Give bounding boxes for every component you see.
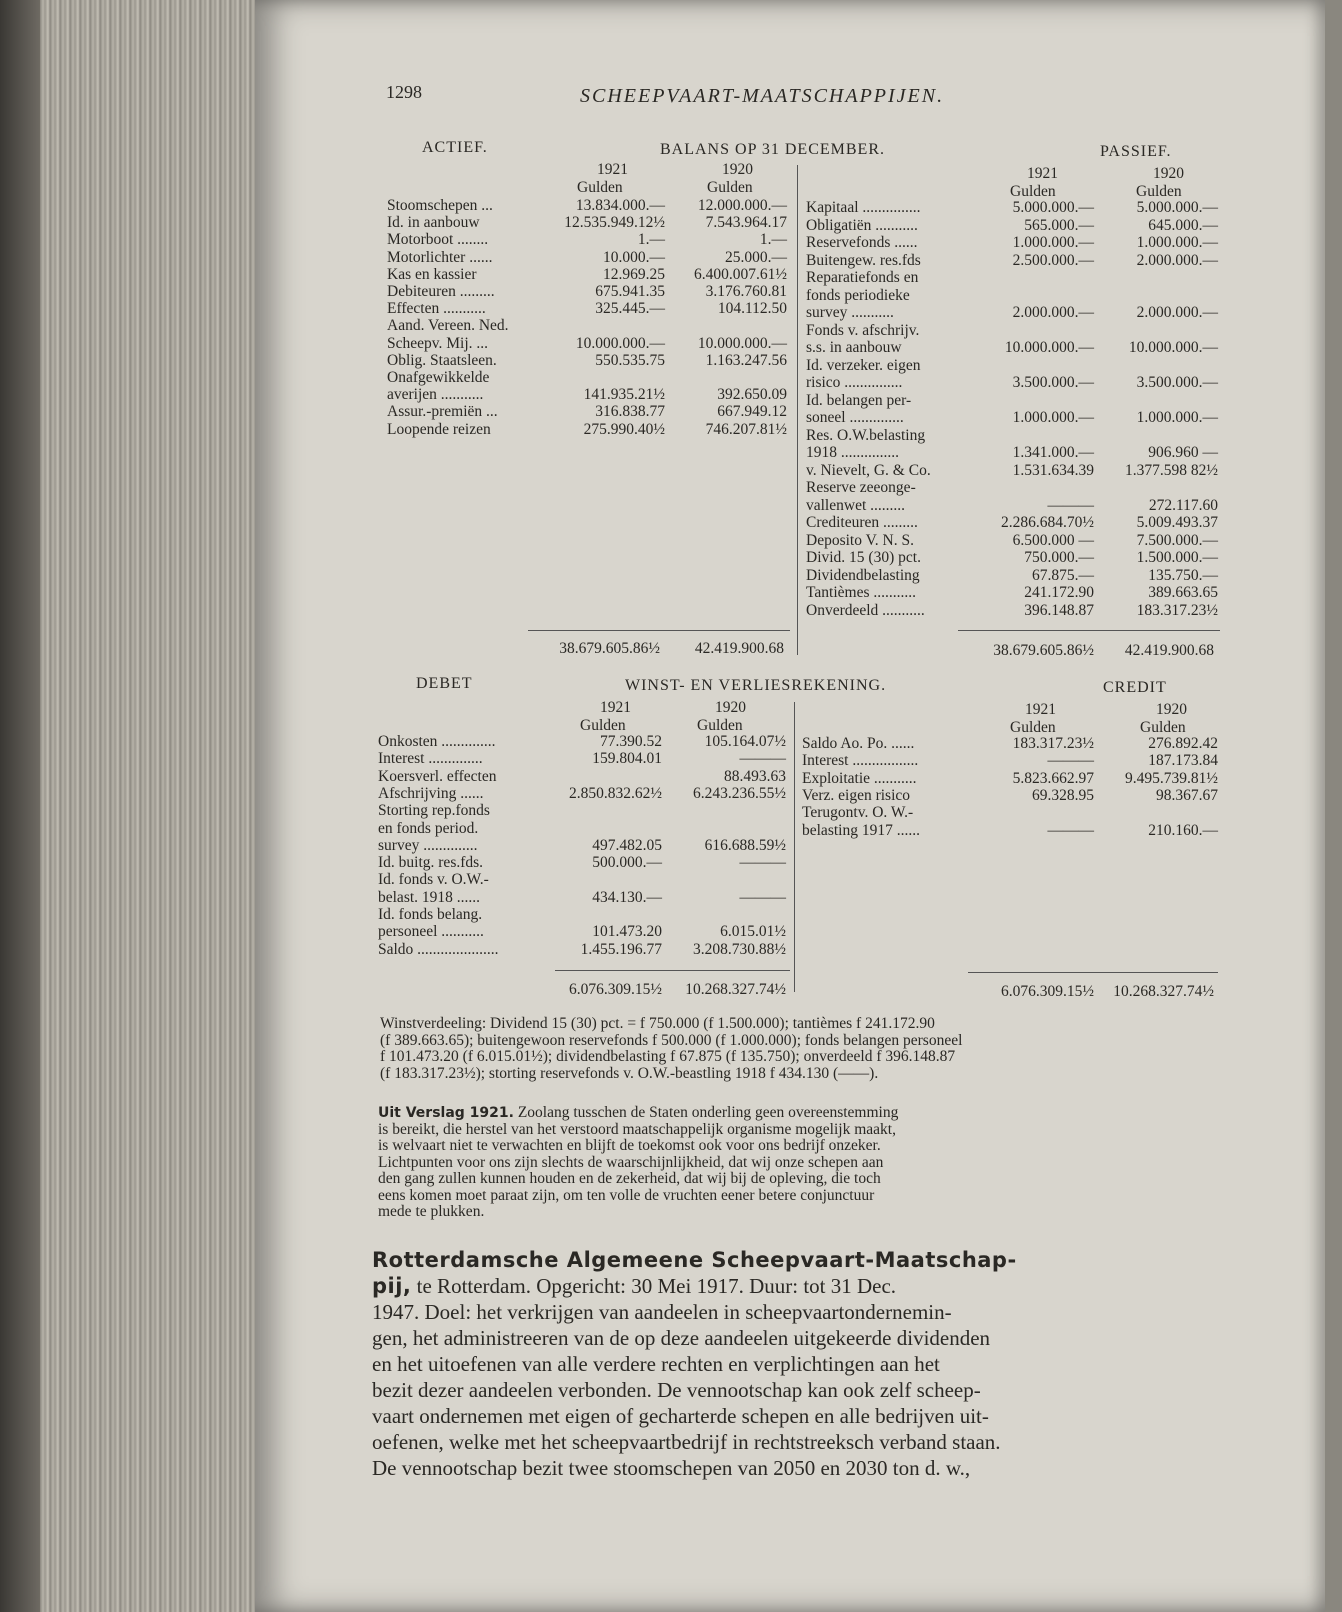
winstverdeeling-line: Winstverdeeling: Dividend 15 (30) pct. = f 750.000 (f 1.500.000); tantièmes f 241.172.90 (380, 1015, 935, 1032)
verslag-line: den gang zullen kunnen houden en de zekerheid, dat wij bij de opleving, die toch (378, 1170, 881, 1187)
balance-column-divider (797, 165, 798, 655)
liability-value-1920: 272.117.60 (1148, 496, 1218, 514)
asset-label: averijen ........... (387, 386, 484, 404)
liability-value-1921: 750.000.— (1024, 549, 1094, 566)
company-line: De vennootschap bezit twee stoomschepen van 2050 en 2030 ton d. w., (372, 1456, 971, 1480)
credit-value-1921: 183.317.23½ (1012, 735, 1094, 752)
verslag-lead: Uit Verslag 1921. (378, 1105, 514, 1121)
liability-label: fonds periodieke (806, 286, 910, 304)
company-line: 1947. Doel: het verkrijgen van aandeelen in scheepvaartondernemin- (372, 1300, 952, 1324)
asset-value-1921: 550.535.75 (595, 351, 665, 369)
asset-value-1920: 104.112.50 (717, 300, 787, 318)
asset-label: Stoomschepen ... (387, 197, 493, 214)
liability-value-1921: 1.000.000.— (1012, 234, 1094, 251)
debit-value-1920: 3.208.730.88½ (693, 940, 786, 958)
debit-label: Onkosten .............. (378, 733, 496, 750)
credit-year-1920: 1920 (1156, 701, 1187, 718)
debit-label: Koersverl. effecten (378, 767, 497, 785)
asset-label: Motorboot ........ (387, 231, 489, 249)
liability-value-1920: 7.500.000.— (1136, 531, 1218, 549)
liability-label: Kapitaal ............... (806, 199, 921, 216)
running-head: SCHEEPVAART-MAATSCHAPPIJEN. (580, 85, 945, 107)
debit-total-rule (555, 970, 790, 971)
asset-total-rule (528, 630, 790, 631)
liability-value-1920: 1.000.000.— (1136, 409, 1218, 426)
credit-value-1920: 187.173.84 (1148, 752, 1218, 770)
debit-value-1921: 77.390.52 (600, 733, 662, 750)
liability-label: survey ........... (806, 304, 894, 321)
debit-label: Afschrijving ...... (378, 784, 484, 802)
debit-year-1920: 1920 (715, 699, 746, 716)
asset-unit-1921: Gulden (577, 179, 623, 196)
liability-label: Divid. 15 (30) pct. (806, 549, 921, 566)
debit-label: en fonds period. (378, 819, 479, 837)
liability-label: Id. verzeker. eigen (806, 356, 921, 374)
asset-label: Kas en kassier (387, 265, 477, 283)
liability-value-1920: 183.317.23½ (1136, 601, 1218, 619)
company-name: Rotterdamsche Algemeene Scheepvaart-Maatschap- (372, 1248, 1017, 1272)
asset-value-1920: 7.543.964.17 (705, 214, 787, 232)
liability-value-1921: 67.875.— (1032, 566, 1094, 584)
credit-value-1920: 210.160.— (1148, 821, 1218, 839)
debit-total-1921: 6.076.309.15½ (569, 981, 662, 998)
liability-value-1920: 2.000.000.— (1136, 251, 1218, 269)
debit-label: Saldo ..................... (378, 940, 499, 958)
company-line: vaart ondernemen met eigen of gecharterde schepen en alle bedrijven uit- (372, 1404, 989, 1428)
credit-value-1920: 9.495.739.81½ (1125, 769, 1218, 787)
asset-value-1920: 667.949.12 (717, 403, 787, 421)
credit-value-1921: ——— (1047, 752, 1094, 770)
asset-value-1920: 1.— (759, 231, 787, 249)
credit-value-1921: ——— (1047, 821, 1094, 839)
liability-label: Reparatiefonds en (806, 269, 919, 286)
credit-label: Verz. eigen risico (802, 786, 911, 804)
liability-label: Onverdeeld ........... (806, 601, 925, 619)
asset-label: Oblig. Staatsleen. (387, 351, 497, 369)
liability-value-1921: 2.500.000.— (1012, 251, 1094, 269)
liability-total-rule (958, 630, 1220, 631)
debit-label: survey .............. (378, 836, 478, 854)
credit-label: Interest ................. (802, 752, 919, 770)
asset-label: Id. in aanbouw (387, 214, 480, 232)
company-entry (372, 1247, 1210, 1481)
debit-label: Id. fonds v. O.W.- (378, 871, 489, 889)
debit-value-1921: 2.850.832.62½ (569, 784, 662, 802)
credit-value-1921: 69.328.95 (1032, 786, 1094, 804)
asset-unit-1920: Gulden (707, 179, 753, 196)
debit-total-1920: 10.268.327.74½ (685, 981, 786, 998)
liability-value-1920: 2.000.000.— (1136, 304, 1218, 321)
debit-label: belast. 1918 ...... (378, 888, 481, 906)
asset-year-1920: 1920 (722, 161, 753, 178)
liability-label: soneel .............. (806, 409, 904, 426)
liability-label: vallenwet ......... (806, 496, 906, 514)
asset-total-1921: 38.679.605.86½ (559, 640, 660, 657)
company-line: en het uitoefenen van alle verdere rechten en verplichtingen aan het (372, 1352, 940, 1376)
debit-value-1920: 6.015.01½ (720, 923, 786, 941)
verslag-line: eens komen moet paraat zijn, om ten volle de vruchten eener betere conjunctuur (378, 1186, 875, 1204)
debit-value-1921: 500.000.— (592, 854, 662, 872)
asset-value-1921: 675.941.35 (595, 283, 665, 300)
pl-left-header: DEBET (416, 675, 473, 692)
liability-value-1920: 3.500.000.— (1136, 374, 1218, 391)
liability-label: Res. O.W.belasting (806, 426, 926, 444)
asset-value-1920: 6.400.007.61½ (694, 265, 787, 283)
asset-value-1921: 141.935.21½ (583, 386, 665, 404)
liability-value-1921: 1.531.634.39 (1012, 461, 1094, 479)
asset-label: Onafgewikkelde (387, 369, 490, 386)
liability-value-1921: 5.000.000.— (1012, 199, 1094, 216)
winstverdeeling-line: (f 389.663.65); buitengewoon reservefonds f 500.000 (f 1.000.000); fonds belangen personeel (380, 1031, 963, 1049)
company-name-end: pij, (372, 1274, 412, 1298)
verslag-line: Zoolang tusschen de Staten onderling geen overeenstemming (517, 1104, 899, 1121)
liability-total-1921: 38.679.605.86½ (993, 642, 1094, 659)
liab-unit-1920: Gulden (1136, 183, 1182, 200)
asset-year-1921: 1921 (597, 161, 628, 178)
debit-value-1921: 101.473.20 (592, 923, 662, 941)
credit-total-1920: 10.268.327.74½ (1113, 983, 1214, 1000)
asset-value-1920: 10.000.000.— (697, 334, 787, 352)
pl-title: WINST- EN VERLIESREKENING. (625, 677, 887, 694)
liability-value-1921: 6.500.000 — (1012, 531, 1094, 549)
asset-value-1921: 325.445.— (595, 300, 665, 318)
verslag-line: is bereikt, die herstel van het verstoord maatschappelijk organisme mogelijk maakt, (378, 1120, 896, 1138)
debit-value-1921: 1.455.196.77 (580, 940, 662, 958)
liability-value-1920: 389.663.65 (1148, 584, 1218, 601)
liability-label: 1918 ............... (806, 444, 899, 461)
asset-value-1920: 3.176.760.81 (705, 283, 787, 300)
debit-label: Storting rep.fonds (378, 802, 490, 820)
asset-value-1921: 12.535.949.12½ (564, 214, 665, 232)
verslag-line: is welvaart niet te verwachten en blijft de toekomst ook voor ons bedrijf onzeker. (378, 1137, 881, 1154)
asset-value-1920: 746.207.81½ (705, 420, 787, 438)
asset-value-1921: 275.990.40½ (583, 420, 665, 438)
credit-label: Saldo Ao. Po. ...... (802, 735, 915, 752)
asset-label: Motorlichter ...... (387, 248, 493, 266)
debit-value-1921: 159.804.01 (592, 750, 662, 768)
debit-value-1921: 434.130.— (592, 888, 662, 906)
company-line: te Rotterdam. Opgericht: 30 Mei 1917. Duur: tot 31 Dec. (411, 1274, 897, 1298)
liab-year-1920: 1920 (1153, 165, 1184, 182)
credit-unit-1920: Gulden (1140, 719, 1186, 736)
asset-value-1921: 1.— (637, 231, 665, 249)
liability-value-1920: 1.377.598 82½ (1125, 461, 1218, 479)
liability-value-1920: 1.500.000.— (1136, 549, 1218, 566)
liability-label: Buitengew. res.fds (806, 251, 921, 269)
verslag-paragraph (378, 1105, 1215, 1221)
balance-title: BALANS OP 31 DECEMBER. (660, 141, 885, 158)
liability-value-1921: 2.000.000.— (1012, 304, 1094, 321)
credit-value-1920: 98.367.67 (1156, 786, 1218, 804)
liability-label: Tantièmes ........... (806, 584, 916, 601)
asset-total-1920: 42.419.900.68 (694, 640, 784, 657)
liability-value-1920: 1.000.000.— (1136, 234, 1218, 251)
debit-value-1920: ——— (739, 888, 786, 906)
asset-value-1920: 25.000.— (725, 248, 787, 266)
verslag-line: mede te plukken. (378, 1203, 485, 1220)
liability-value-1920: 10.000.000.— (1128, 339, 1218, 356)
asset-label: Effecten ........... (387, 300, 486, 318)
liability-label: Obligatiën ........... (806, 216, 918, 234)
liability-value-1921: 2.286.684.70½ (1001, 514, 1094, 531)
debit-value-1920: 88.493.63 (724, 767, 786, 785)
liab-year-1921: 1921 (1027, 165, 1058, 182)
asset-value-1921: 10.000.— (603, 248, 665, 266)
page-number: 1298 (386, 82, 422, 102)
company-line: oefenen, welke met het scheepvaartbedrijf in rechtstreeksch verband staan. (372, 1430, 1001, 1454)
debit-label: Id. fonds belang. (378, 906, 483, 923)
asset-value-1920: 392.650.09 (717, 386, 787, 404)
asset-label: Scheepv. Mij. ... (387, 334, 489, 352)
liability-label: Reserve zeeonge- (806, 479, 916, 496)
liability-value-1920: 645.000.— (1148, 216, 1218, 234)
liability-value-1921: ——— (1047, 496, 1094, 514)
debit-unit-1920: Gulden (697, 717, 743, 734)
credit-total-1921: 6.076.309.15½ (1001, 983, 1094, 1000)
debit-value-1920: 105.164.07½ (704, 733, 786, 750)
liability-value-1920: 135.750.— (1148, 566, 1218, 584)
right-margin-band (1325, 0, 1342, 1612)
debit-unit-1921: Gulden (580, 717, 626, 734)
balance-right-header: PASSIEF. (1100, 143, 1172, 160)
liability-value-1920: 906.960 — (1148, 444, 1218, 461)
liability-value-1921: 565.000.— (1024, 216, 1094, 234)
asset-value-1921: 10.000.000.— (575, 334, 665, 352)
credit-label: Exploitatie ........... (802, 769, 917, 787)
asset-value-1920: 12.000.000.— (697, 197, 787, 214)
asset-label: Aand. Vereen. Ned. (387, 317, 509, 335)
liability-label: Reservefonds ...... (806, 234, 918, 251)
liability-value-1921: 3.500.000.— (1012, 374, 1094, 391)
asset-value-1921: 316.838.77 (595, 403, 665, 421)
credit-label: Terugontv. O. W.- (802, 804, 914, 822)
credit-label: belasting 1917 ...... (802, 821, 920, 839)
debit-value-1920: ——— (739, 750, 786, 768)
credit-total-rule (968, 972, 1218, 973)
asset-label: Loopende reizen (387, 420, 491, 438)
debit-label: Id. buitg. res.fds. (378, 854, 484, 872)
debit-label: Interest .............. (378, 750, 483, 768)
book-binding-shadow (0, 0, 40, 1612)
asset-label: Assur.-premiën ... (387, 403, 498, 421)
asset-value-1921: 12.969.25 (603, 265, 665, 283)
liability-value-1920: 5.000.000.— (1136, 199, 1218, 216)
liability-label: Deposito V. N. S. (806, 531, 914, 549)
winstverdeeling-line: (f 183.317.23½); storting reservefonds v. O.W.-beastling 1918 f 434.130 (——). (380, 1064, 879, 1082)
liability-label: Fonds v. afschrijv. (806, 321, 920, 339)
liability-value-1920: 5.009.493.37 (1136, 514, 1218, 531)
winstverdeeling-line: f 101.473.20 (f 6.015.01½); dividendbelasting f 67.875 (f 135.750); onverdeeld f 396.148.87 (380, 1048, 956, 1065)
balance-left-header: ACTIEF. (422, 139, 488, 156)
credit-year-1921: 1921 (1025, 701, 1056, 718)
credit-unit-1921: Gulden (1010, 719, 1056, 736)
liability-value-1921: 396.148.87 (1024, 601, 1094, 619)
liab-unit-1921: Gulden (1010, 183, 1056, 200)
debit-value-1920: ——— (739, 854, 786, 872)
credit-value-1921: 5.823.662.97 (1012, 769, 1094, 787)
winstverdeeling-paragraph (380, 1016, 1215, 1082)
liability-label: v. Nievelt, G. & Co. (806, 461, 931, 479)
debit-value-1921: 497.482.05 (592, 836, 662, 854)
company-line: gen, het administreeren van de op deze aandeelen uitgekeerde dividenden (372, 1326, 991, 1350)
company-line: bezit dezer aandeelen verbonden. De vennootschap kan ook zelf scheep- (372, 1378, 981, 1402)
liability-total-1920: 42.419.900.68 (1124, 642, 1214, 659)
pl-column-divider (794, 702, 795, 992)
liability-label: Dividendbelasting (806, 566, 920, 584)
liability-label: Id. belangen per- (806, 391, 912, 409)
debit-value-1920: 616.688.59½ (704, 836, 786, 854)
liability-value-1921: 1.000.000.— (1012, 409, 1094, 426)
liability-value-1921: 10.000.000.— (1004, 339, 1094, 356)
liability-label: risico ............... (806, 374, 903, 391)
liability-value-1921: 241.172.90 (1024, 584, 1094, 601)
pl-right-header: CREDIT (1103, 679, 1167, 696)
verslag-line: Lichtpunten voor ons zijn slechts de waarschijnlijkheid, dat wij onze schepen aan (378, 1153, 884, 1171)
asset-value-1920: 1.163.247.56 (705, 351, 787, 369)
liability-label: s.s. in aanbouw (806, 339, 902, 356)
asset-value-1921: 13.834.000.— (575, 197, 665, 214)
debit-value-1920: 6.243.236.55½ (693, 784, 786, 802)
debit-year-1921: 1921 (600, 699, 631, 716)
liability-value-1921: 1.341.000.— (1012, 444, 1094, 461)
asset-label: Debiteuren ......... (387, 283, 495, 300)
debit-label: personeel ........... (378, 923, 484, 941)
liability-label: Crediteuren ......... (806, 514, 918, 531)
credit-value-1920: 276.892.42 (1148, 735, 1218, 752)
